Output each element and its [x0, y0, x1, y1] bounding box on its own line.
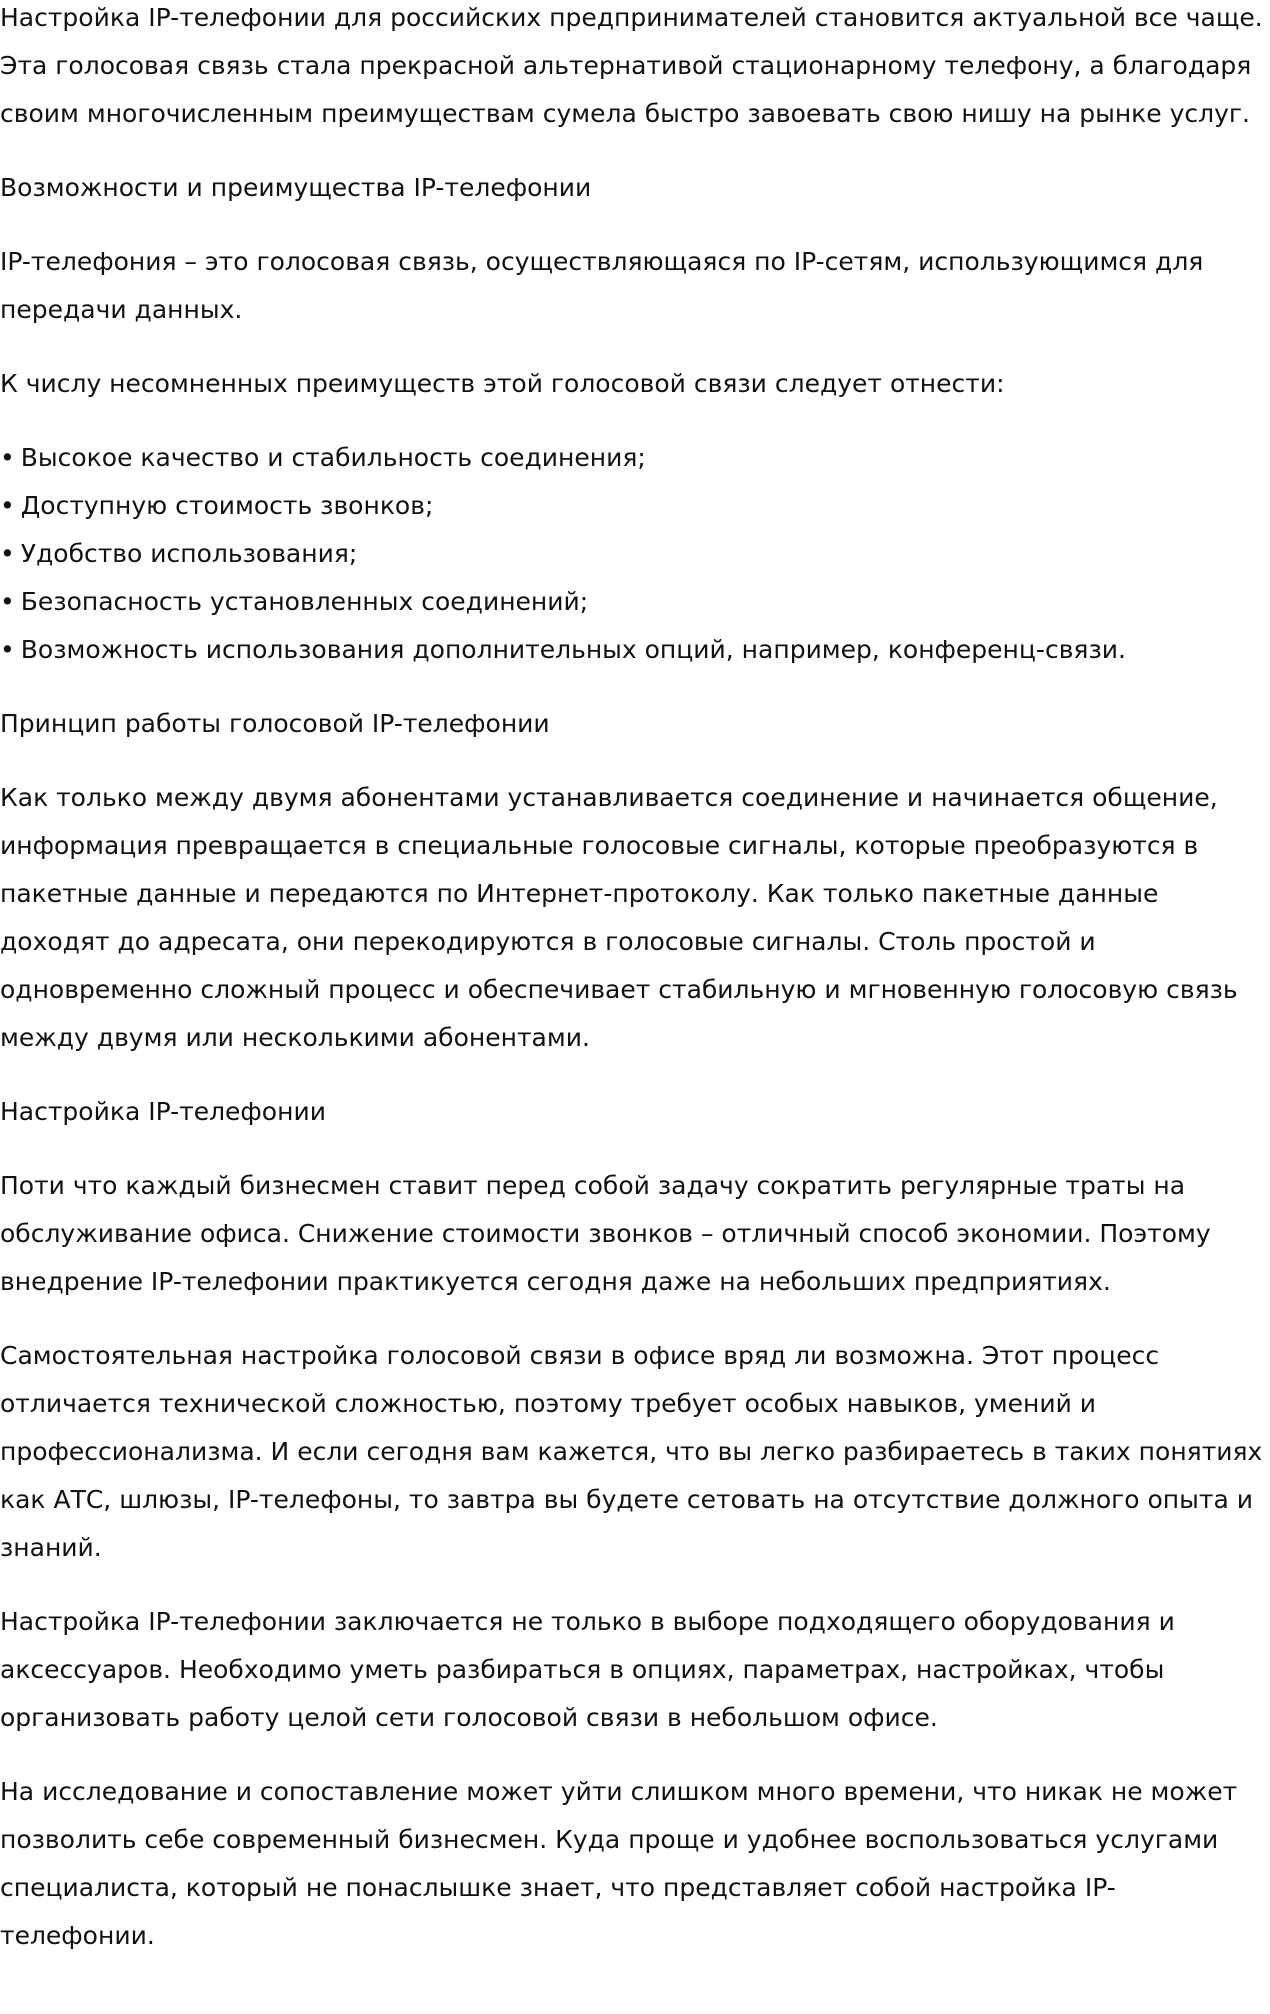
setup-paragraph-4: На исследование и сопоставление может уйти слишком много времени, что никак не может позволить себе современный бизнесмен. Куда проще и удобнее воспользоваться услугами специалиста, который не понаслышке знает, что представляет собой настройка IP-телефонии. [0, 1777, 1238, 1950]
list-item-text: Безопасность установленных соединений; [20, 587, 589, 616]
list-item [0, 530, 1270, 578]
setup-paragraph-2: Самостоятельная настройка голосовой связи в офисе вряд ли возможна. Этот процесс отличается технической сложностью, поэтому требует особых навыков, умений и профессионализма. И если сегодня вам кажется, что вы легко разбираетесь в таких понятиях как АТС, шлюзы, IP-телефоны, то завтра вы будете сетовать на отсутствие должного опыта и знаний. [0, 1341, 1263, 1562]
bullet-icon: • [0, 539, 15, 568]
section-heading-setup: Настройка IP-телефонии [0, 1097, 326, 1126]
bullet-icon: • [0, 491, 15, 520]
benefits-list [0, 434, 1270, 674]
bullet-icon: • [0, 443, 15, 472]
section-heading-principle: Принцип работы голосовой IP-телефонии [0, 709, 550, 738]
list-item-text: Удобство использования; [20, 539, 358, 568]
principle-paragraph: Как только между двумя абонентами устанавливается соединение и начинается общение, информация превращается в специальные голосовые сигналы, которые преобразуются в пакетные данные и передаются по Интернет-протоколу. Как только пакетные данные доходят до адресата, они перекодируются в голосовые сигналы. Столь простой и одновременно сложный процесс и обеспечивает стабильную и мгновенную голосовую связь между двумя или несколькими абонентами. [0, 783, 1238, 1052]
list-item-text: Высокое качество и стабильность соединения; [20, 443, 646, 472]
intro-paragraph: Настройка IP-телефонии для российских предпринимателей становится актуальной все чаще. Эта голосовая связь стала прекрасной альтернативой стационарному телефону, а благодаря своим многочисленным преимуществам сумела быстро завоевать свою нишу на рынке услуг. [0, 3, 1263, 128]
benefits-intro-paragraph: К числу несомненных преимуществ этой голосовой связи следует отнести: [0, 369, 1005, 398]
section-heading-features: Возможности и преимущества IP-телефонии [0, 173, 592, 202]
bullet-icon: • [0, 587, 15, 616]
setup-paragraph-3: Настройка IP-телефонии заключается не только в выборе подходящего оборудования и аксессуаров. Необходимо уметь разбираться в опциях, параметрах, настройках, чтобы организовать работу целой сети голосовой связи в небольшом офисе. [0, 1607, 1175, 1732]
definition-paragraph: IP-телефония – это голосовая связь, осуществляющаяся по IP-сетям, использующимся для передачи данных. [0, 247, 1204, 324]
setup-paragraph-1: Поти что каждый бизнесмен ставит перед собой задачу сократить регулярные траты на обслуживание офиса. Снижение стоимости звонков – отличный способ экономии. Поэтому внедрение IP-телефонии практикуется сегодня даже на небольших предприятиях. [0, 1171, 1211, 1296]
list-item [0, 626, 1270, 674]
list-item [0, 578, 1270, 626]
bullet-icon: • [0, 635, 15, 664]
list-item-text: Возможность использования дополнительных опций, например, конференц-связи. [20, 635, 1126, 664]
list-item [0, 434, 1270, 482]
list-item-text: Доступную стоимость звонков; [20, 491, 434, 520]
list-item [0, 482, 1270, 530]
